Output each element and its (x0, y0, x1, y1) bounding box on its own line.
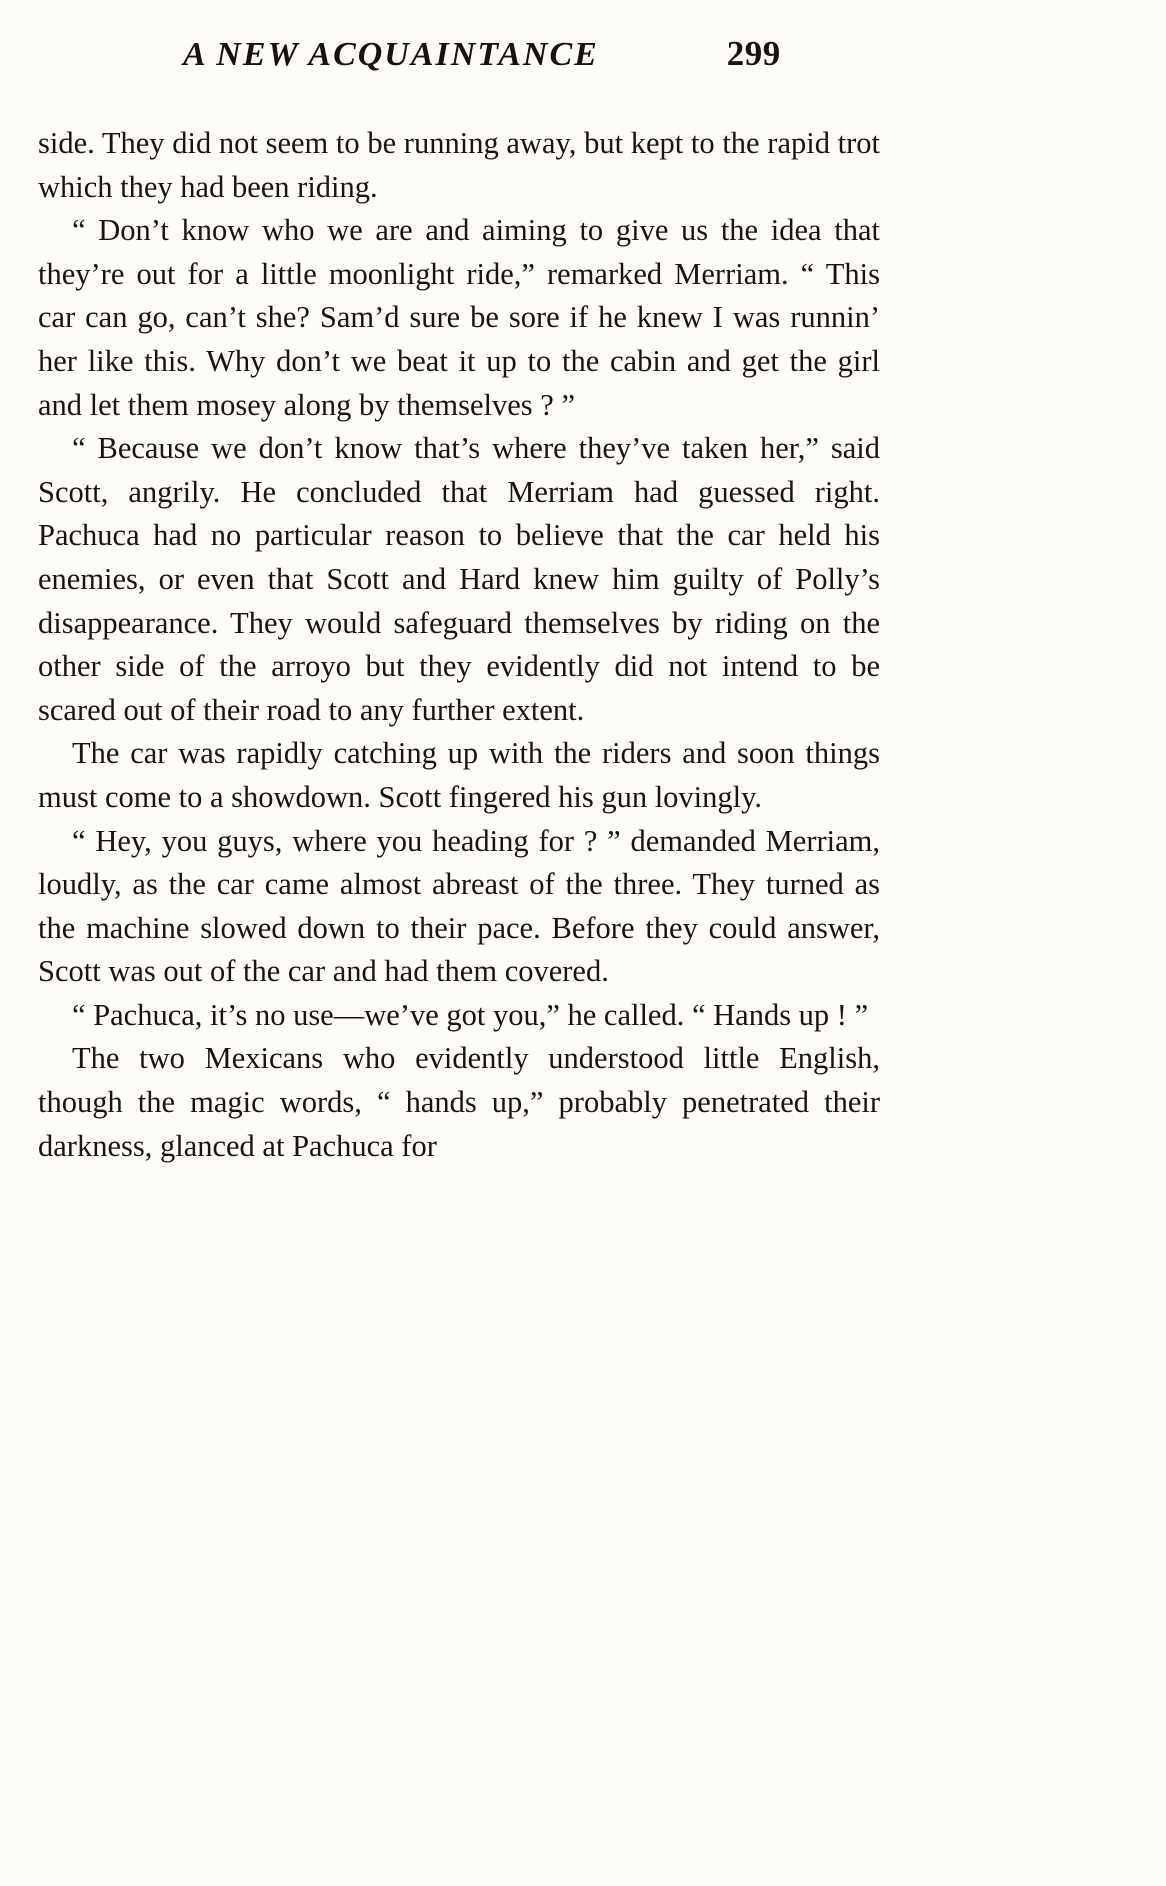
body-text-column (38, 122, 880, 1168)
running-head (183, 34, 1128, 82)
paragraph-7: The two Mexicans who evidently understood little English, though the magic words, “ hands up,” probably penetrated their darkness, glanced at Pachuca for (38, 1041, 880, 1163)
paragraph-5: “ Hey, you guys, where you heading for ? ” demanded Merriam, loudly, as the car came almost abreast of the three. They turned as the machine slowed down to their pace. Before they could answer, Scott was out of the car and had them covered. (38, 823, 880, 989)
paragraph-3: “ Because we don’t know that’s where they’ve taken her,” said Scott, angrily. He concluded that Merriam had guessed right. Pachuca had no particular reason to believe that the car held his enemies, or even that Scott and Hard knew him guilty of Polly’s disappearance. They would safeguard themselves by riding on the other side of the arroyo but they evidently did not intend to be scared out of their road to any further extent. (38, 431, 880, 727)
paragraph-6: “ Pachuca, it’s no use—we’ve got you,” he called. “ Hands up ! ” (72, 997, 869, 1032)
running-head-title: A NEW ACQUAINTANCE (183, 36, 599, 73)
page-content (38, 34, 1128, 1168)
paragraph-1: side. They did not seem to be running away, but kept to the rapid trot which they had been riding. (38, 126, 880, 204)
paragraph-2: “ Don’t know who we are and aiming to give us the idea that they’re out for a little moonlight ride,” remarked Merriam. “ This car can go, can’t she? Sam’d sure be sore if he knew I was runnin’ her like this. Why don’t we beat it up to the cabin and get the girl and let them mosey along by themselves ? ” (38, 213, 880, 422)
paragraph-4: The car was rapidly catching up with the riders and soon things must come to a showdown. Scott fingered his gun lovingly. (38, 736, 880, 814)
page-number: 299 (726, 34, 781, 73)
